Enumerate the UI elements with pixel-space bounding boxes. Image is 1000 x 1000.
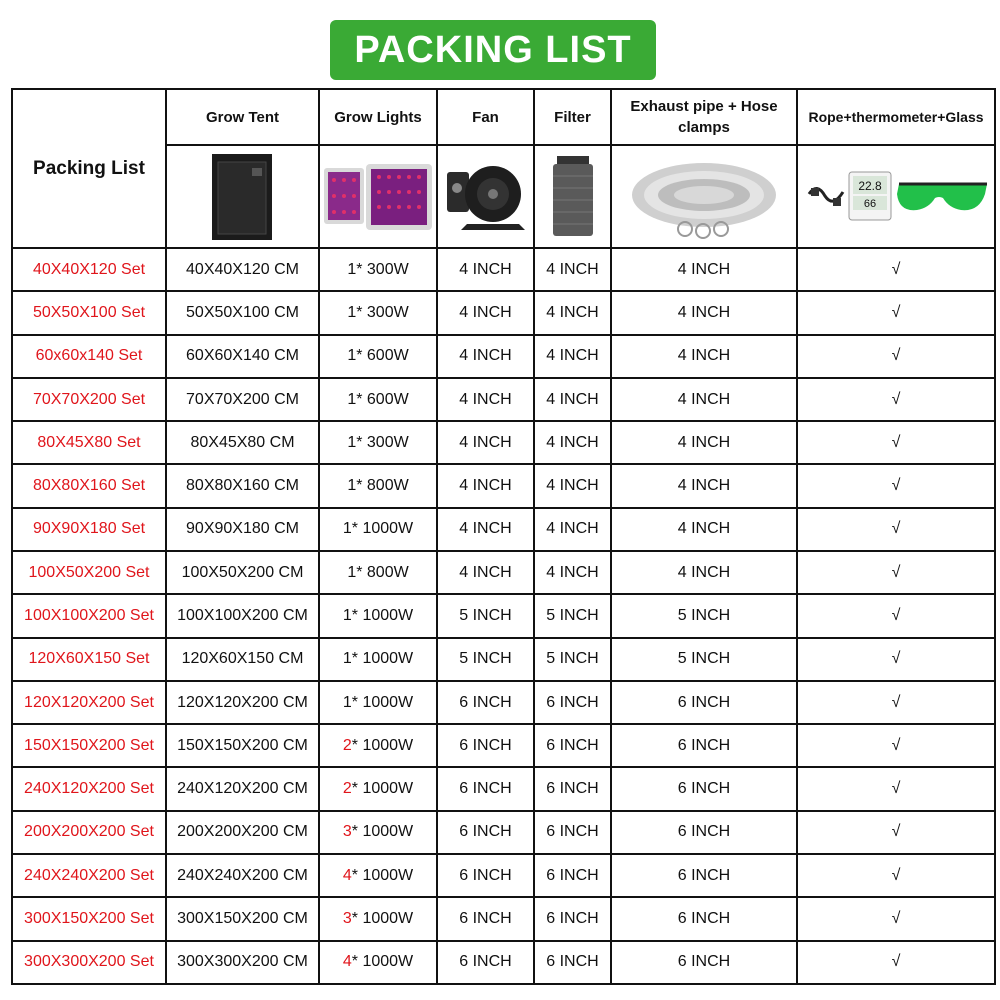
tent-size-cell: 120X120X200 CM: [166, 681, 319, 724]
tent-size-cell: 80X80X160 CM: [166, 464, 319, 507]
pipe-size-cell: 4 INCH: [611, 421, 797, 464]
light-quantity: 4: [342, 866, 352, 884]
light-quantity: 1: [347, 260, 357, 278]
exhaust-cell: [611, 145, 797, 248]
fan-size-cell: 4 INCH: [437, 248, 534, 291]
filter-size-cell: 6 INCH: [534, 854, 611, 897]
table-row: [12, 421, 995, 464]
rope-thermometer-glasses-icon: [803, 162, 989, 232]
grow-light-cell: [319, 594, 437, 637]
accessories-check-cell: √: [797, 941, 995, 984]
filter-size-cell: 4 INCH: [534, 378, 611, 421]
thermometer-humidity: 66: [863, 197, 877, 210]
light-wattage: * 300W: [356, 433, 409, 451]
filter-size-cell: 4 INCH: [534, 421, 611, 464]
fan-cell: [437, 145, 534, 248]
grow-light-cell: [319, 508, 437, 551]
col-header-fan: Fan: [437, 89, 534, 145]
filter-cell: [534, 145, 611, 248]
light-wattage: * 1000W: [351, 606, 414, 624]
tent-size-cell: 300X150X200 CM: [166, 897, 319, 940]
light-quantity: 2: [342, 780, 352, 798]
grow-light-cell: [319, 941, 437, 984]
grow-light-cell: [319, 248, 437, 291]
pipe-size-cell: 6 INCH: [611, 811, 797, 854]
set-name-cell: 80X45X80 Set: [12, 421, 166, 464]
col-header-grow-tent: Grow Tent: [166, 89, 319, 145]
set-name-cell: 100X100X200 Set: [12, 594, 166, 637]
filter-size-cell: 6 INCH: [534, 897, 611, 940]
tent-size-cell: 70X70X200 CM: [166, 378, 319, 421]
light-wattage: * 600W: [356, 347, 409, 365]
pipe-size-cell: 4 INCH: [611, 464, 797, 507]
col-header-grow-lights: Grow Lights: [319, 89, 437, 145]
pipe-size-cell: 6 INCH: [611, 724, 797, 767]
fan-size-cell: 6 INCH: [437, 941, 534, 984]
fan-size-cell: 6 INCH: [437, 681, 534, 724]
light-wattage: * 300W: [356, 303, 409, 321]
filter-size-cell: 6 INCH: [534, 767, 611, 810]
light-quantity: 1: [342, 693, 352, 711]
table-row: [12, 681, 995, 724]
table-row: [12, 248, 995, 291]
tent-size-cell: 50X50X100 CM: [166, 291, 319, 334]
tent-size-cell: 120X60X150 CM: [166, 638, 319, 681]
pipe-size-cell: 4 INCH: [611, 335, 797, 378]
set-name-cell: 90X90X180 Set: [12, 508, 166, 551]
table-row: [12, 551, 995, 594]
page-title: PACKING LIST: [354, 28, 632, 71]
fan-size-cell: 6 INCH: [437, 724, 534, 767]
grow-light-cell: [319, 767, 437, 810]
light-quantity: 1: [347, 347, 357, 365]
accessories-check-cell: √: [797, 378, 995, 421]
table-row: [12, 508, 995, 551]
light-quantity: 1: [347, 433, 357, 451]
tent-size-cell: 300X300X200 CM: [166, 941, 319, 984]
grow-light-cell: [319, 854, 437, 897]
pipe-size-cell: 4 INCH: [611, 508, 797, 551]
fan-size-cell: 4 INCH: [437, 464, 534, 507]
light-quantity: 1: [347, 390, 357, 408]
light-quantity: 1: [342, 520, 352, 538]
set-name-cell: 240X240X200 Set: [12, 854, 166, 897]
set-name-cell: 120X60X150 Set: [12, 638, 166, 681]
tent-size-cell: 90X90X180 CM: [166, 508, 319, 551]
fan-size-cell: 6 INCH: [437, 767, 534, 810]
accessories-check-cell: √: [797, 248, 995, 291]
header-row: [12, 89, 995, 145]
filter-size-cell: 6 INCH: [534, 811, 611, 854]
pipe-size-cell: 4 INCH: [611, 291, 797, 334]
filter-size-cell: 6 INCH: [534, 941, 611, 984]
packing-list-table: [11, 88, 994, 985]
light-quantity: 2: [342, 736, 352, 754]
light-quantity: 3: [342, 909, 352, 927]
tent-size-cell: 150X150X200 CM: [166, 724, 319, 767]
accessories-check-cell: √: [797, 811, 995, 854]
inline-fan-icon: [443, 158, 529, 236]
light-wattage: * 1000W: [351, 780, 414, 798]
accessories-cell: [797, 145, 995, 248]
table-row: [12, 594, 995, 637]
accessories-check-cell: √: [797, 594, 995, 637]
light-quantity: 1: [347, 477, 357, 495]
carbon-filter-icon: [549, 154, 597, 240]
table-row: [12, 897, 995, 940]
table-row: [12, 378, 995, 421]
tent-size-cell: 200X200X200 CM: [166, 811, 319, 854]
light-wattage: * 800W: [356, 563, 409, 581]
light-quantity: 1: [347, 303, 357, 321]
set-name-cell: 150X150X200 Set: [12, 724, 166, 767]
grow-light-cell: [319, 724, 437, 767]
light-wattage: * 1000W: [351, 520, 414, 538]
tent-size-cell: 240X120X200 CM: [166, 767, 319, 810]
filter-size-cell: 5 INCH: [534, 594, 611, 637]
grow-lights-cell: [319, 145, 437, 248]
accessories-check-cell: √: [797, 854, 995, 897]
filter-size-cell: 4 INCH: [534, 248, 611, 291]
tent-size-cell: 60X60X140 CM: [166, 335, 319, 378]
light-wattage: * 1000W: [351, 823, 414, 841]
tent-size-cell: 80X45X80 CM: [166, 421, 319, 464]
table-row: [12, 941, 995, 984]
fan-size-cell: 6 INCH: [437, 854, 534, 897]
set-name-cell: 100X50X200 Set: [12, 551, 166, 594]
light-wattage: * 1000W: [351, 650, 414, 668]
accessories-check-cell: √: [797, 508, 995, 551]
accessories-check-cell: √: [797, 897, 995, 940]
light-quantity: 1: [347, 563, 357, 581]
pipe-size-cell: 4 INCH: [611, 378, 797, 421]
light-wattage: * 1000W: [351, 866, 414, 884]
grow-light-cell: [319, 681, 437, 724]
light-wattage: * 1000W: [351, 736, 414, 754]
filter-size-cell: 5 INCH: [534, 638, 611, 681]
grow-light-cell: [319, 291, 437, 334]
light-quantity: 4: [342, 953, 352, 971]
accessories-check-cell: √: [797, 335, 995, 378]
light-wattage: * 600W: [356, 390, 409, 408]
filter-size-cell: 6 INCH: [534, 724, 611, 767]
grow-tent-icon: [208, 152, 278, 242]
accessories-check-cell: √: [797, 638, 995, 681]
light-quantity: 1: [342, 606, 352, 624]
set-name-cell: 40X40X120 Set: [12, 248, 166, 291]
grow-light-cell: [319, 811, 437, 854]
grow-light-cell: [319, 638, 437, 681]
pipe-size-cell: 6 INCH: [611, 767, 797, 810]
fan-size-cell: 4 INCH: [437, 508, 534, 551]
pipe-size-cell: 6 INCH: [611, 854, 797, 897]
pipe-size-cell: 6 INCH: [611, 897, 797, 940]
fan-size-cell: 4 INCH: [437, 551, 534, 594]
grow-light-cell: [319, 378, 437, 421]
grow-light-cell: [319, 464, 437, 507]
light-wattage: * 1000W: [351, 693, 414, 711]
page-title-banner: [330, 20, 656, 80]
accessories-check-cell: √: [797, 551, 995, 594]
grow-light-cell: [319, 897, 437, 940]
fan-size-cell: 4 INCH: [437, 421, 534, 464]
light-quantity: 1: [342, 650, 352, 668]
table-row: [12, 335, 995, 378]
filter-size-cell: 4 INCH: [534, 335, 611, 378]
tent-size-cell: 40X40X120 CM: [166, 248, 319, 291]
light-wattage: * 1000W: [351, 953, 414, 971]
thermometer-temp: 22.8: [858, 178, 882, 193]
fan-size-cell: 5 INCH: [437, 638, 534, 681]
fan-size-cell: 6 INCH: [437, 897, 534, 940]
table-row: [12, 767, 995, 810]
accessories-check-cell: √: [797, 464, 995, 507]
col-header-accessories: Rope+thermometer+Glass: [797, 89, 995, 145]
ducting-hose-icon: [629, 155, 779, 239]
filter-size-cell: 4 INCH: [534, 508, 611, 551]
table-row: [12, 724, 995, 767]
light-wattage: * 300W: [356, 260, 409, 278]
pipe-size-cell: 6 INCH: [611, 681, 797, 724]
set-name-cell: 300X150X200 Set: [12, 897, 166, 940]
light-wattage: * 800W: [356, 477, 409, 495]
pipe-size-cell: 4 INCH: [611, 551, 797, 594]
tent-size-cell: 100X50X200 CM: [166, 551, 319, 594]
grow-tent-cell: [166, 145, 319, 248]
table-row: [12, 811, 995, 854]
accessories-check-cell: √: [797, 767, 995, 810]
filter-size-cell: 4 INCH: [534, 464, 611, 507]
grow-light-cell: [319, 335, 437, 378]
col-header-exhaust: Exhaust pipe + Hose clamps: [611, 89, 797, 145]
light-quantity: 3: [342, 823, 352, 841]
fan-size-cell: 4 INCH: [437, 291, 534, 334]
grow-light-cell: [319, 551, 437, 594]
col-header-filter: Filter: [534, 89, 611, 145]
set-name-cell: 50X50X100 Set: [12, 291, 166, 334]
tent-size-cell: 240X240X200 CM: [166, 854, 319, 897]
pipe-size-cell: 5 INCH: [611, 594, 797, 637]
grow-light-cell: [319, 421, 437, 464]
accessories-check-cell: √: [797, 681, 995, 724]
fan-size-cell: 6 INCH: [437, 811, 534, 854]
pipe-size-cell: 6 INCH: [611, 941, 797, 984]
set-name-cell: 60x60x140 Set: [12, 335, 166, 378]
set-name-cell: 120X120X200 Set: [12, 681, 166, 724]
fan-size-cell: 4 INCH: [437, 378, 534, 421]
set-name-cell: 300X300X200 Set: [12, 941, 166, 984]
set-name-cell: 70X70X200 Set: [12, 378, 166, 421]
set-name-cell: 240X120X200 Set: [12, 767, 166, 810]
fan-size-cell: 4 INCH: [437, 335, 534, 378]
accessories-check-cell: √: [797, 724, 995, 767]
accessories-check-cell: √: [797, 421, 995, 464]
light-wattage: * 1000W: [351, 909, 414, 927]
filter-size-cell: 6 INCH: [534, 681, 611, 724]
corner-header: Packing List: [12, 89, 166, 248]
filter-size-cell: 4 INCH: [534, 291, 611, 334]
accessories-check-cell: √: [797, 291, 995, 334]
filter-size-cell: 4 INCH: [534, 551, 611, 594]
led-grow-light-icon: [322, 162, 434, 232]
pipe-size-cell: 4 INCH: [611, 248, 797, 291]
table-row: [12, 638, 995, 681]
fan-size-cell: 5 INCH: [437, 594, 534, 637]
tent-size-cell: 100X100X200 CM: [166, 594, 319, 637]
table-row: [12, 464, 995, 507]
pipe-size-cell: 5 INCH: [611, 638, 797, 681]
table-row: [12, 854, 995, 897]
set-name-cell: 200X200X200 Set: [12, 811, 166, 854]
table-row: [12, 291, 995, 334]
set-name-cell: 80X80X160 Set: [12, 464, 166, 507]
